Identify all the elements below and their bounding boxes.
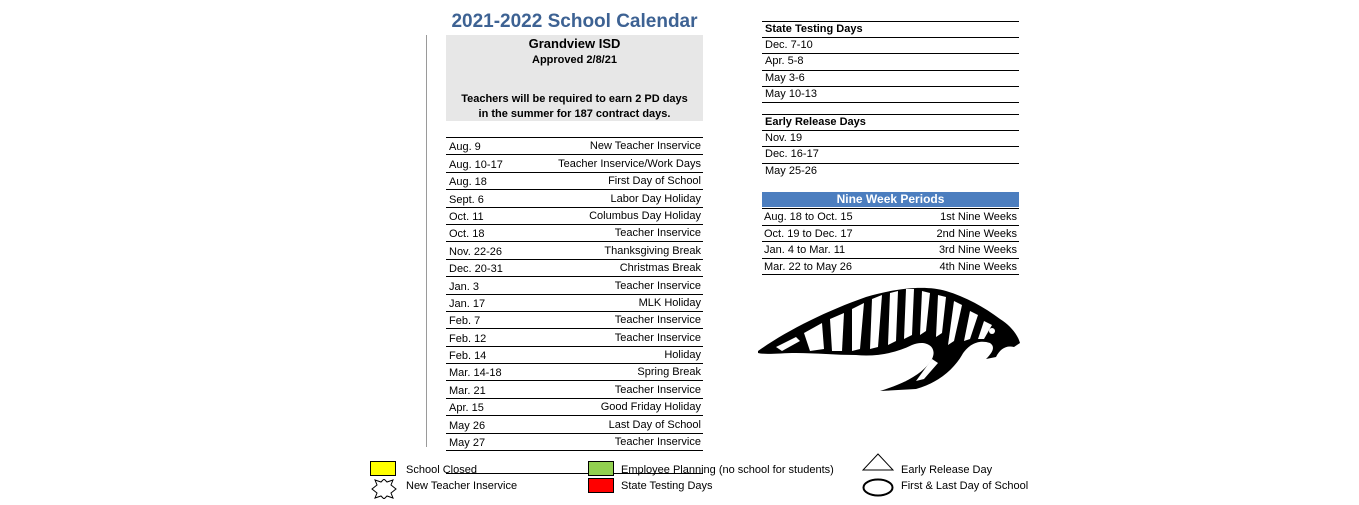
- state-testing-label: State Testing Days: [621, 480, 713, 492]
- nine-week-name: 2nd Nine Weeks: [936, 227, 1017, 240]
- calendar-event: Teacher Inservice/Work Days: [558, 157, 701, 170]
- calendar-event: Christmas Break: [619, 262, 701, 275]
- nine-week-table: [762, 208, 1019, 275]
- nine-week-row: [762, 226, 1019, 243]
- calendar-date: Apr. 15: [449, 402, 484, 415]
- nine-week-name: 1st Nine Weeks: [940, 211, 1017, 223]
- state-testing-item: Apr. 5-8: [762, 54, 1019, 70]
- calendar-date: Feb. 7: [449, 315, 481, 328]
- calendar-event: Teacher Inservice: [614, 227, 701, 240]
- early-release-item: Nov. 19: [762, 131, 1019, 147]
- calendar-row: [446, 242, 703, 259]
- calendar-row: [446, 225, 703, 242]
- divider-line: [426, 35, 427, 447]
- school-closed-label: School Closed: [406, 464, 477, 476]
- calendar-row: [446, 364, 703, 381]
- early-release-item: May 25-26: [765, 164, 817, 177]
- nine-week-name: 4th Nine Weeks: [939, 260, 1017, 273]
- calendar-date: May 26: [449, 419, 486, 432]
- calendar-event: Teacher Inservice: [614, 314, 701, 327]
- pd-note-line2: in the summer for 187 contract days.: [478, 108, 671, 120]
- triangle-icon: [862, 453, 894, 476]
- page-title: 2021-2022 School Calendar: [451, 11, 698, 32]
- calendar-event: Columbus Day Holiday: [589, 209, 701, 222]
- calendar-event: MLK Holiday: [638, 296, 701, 309]
- calendar-row: [446, 277, 703, 294]
- calendar-date: Aug. 10-17: [449, 158, 503, 171]
- calendar-row: [446, 155, 703, 172]
- calendar-row: [446, 295, 703, 312]
- calendar-date: Jan. 17: [449, 297, 486, 310]
- new-teacher-label: New Teacher Inservice: [406, 480, 518, 492]
- calendar-event: Holiday: [664, 349, 701, 362]
- calendar-date: Mar. 14-18: [449, 367, 502, 380]
- calendar-date: Aug. 9: [449, 141, 481, 154]
- early-release-legend-label: Early Release Day: [901, 464, 993, 476]
- calendar-row: [446, 329, 703, 346]
- district-name: Grandview ISD: [528, 36, 621, 51]
- calendar-row: [446, 208, 703, 225]
- star-icon: [369, 479, 399, 504]
- calendar-event: Teacher Inservice: [614, 331, 701, 344]
- state-testing-heading: State Testing Days: [762, 21, 1019, 38]
- calendar-row: [446, 399, 703, 416]
- calendar-event: First Day of School: [608, 175, 701, 188]
- calendar-event: Spring Break: [637, 366, 701, 379]
- employee-planning-label: Employee Planning (no school for students): [621, 464, 834, 476]
- calendar-row: [446, 381, 703, 398]
- calendar-table: [446, 137, 703, 474]
- oval-icon: [862, 478, 894, 502]
- calendar-date: Feb. 14: [449, 350, 487, 363]
- first-last-label: First & Last Day of School: [901, 480, 1029, 492]
- calendar-event: Labor Day Holiday: [610, 192, 701, 205]
- early-release-panel: [762, 114, 1019, 179]
- employee-planning-swatch: [588, 461, 614, 476]
- calendar-date: Oct. 18: [449, 228, 485, 241]
- nine-week-row: [762, 259, 1019, 276]
- calendar-date: May 27: [449, 437, 486, 450]
- calendar-row: [446, 260, 703, 277]
- nine-week-name: 3rd Nine Weeks: [938, 244, 1017, 257]
- zebra-head-logo-icon: [756, 283, 1022, 398]
- calendar-date: Sept. 6: [449, 193, 484, 206]
- calendar-date: Oct. 11: [449, 210, 484, 223]
- school-closed-swatch: [370, 461, 396, 476]
- nine-week-row: [762, 242, 1019, 259]
- calendar-date: Nov. 22-26: [449, 245, 502, 258]
- state-testing-panel: [762, 21, 1019, 103]
- early-release-heading: Early Release Days: [762, 114, 1019, 131]
- nine-week-row: [762, 209, 1019, 226]
- pd-note-line1: Teachers will be required to earn 2 PD days: [461, 93, 688, 105]
- calendar-event: Teacher Inservice: [614, 436, 701, 449]
- calendar-row: [446, 173, 703, 190]
- state-testing-item: Dec. 7-10: [762, 38, 1019, 54]
- calendar-row: [446, 312, 703, 329]
- nine-week-range: Jan. 4 to Mar. 11: [764, 244, 846, 257]
- calendar-row: [446, 434, 703, 451]
- header-box: [446, 35, 703, 121]
- calendar-event: Last Day of School: [608, 418, 701, 431]
- calendar-event: Good Friday Holiday: [600, 401, 701, 414]
- nine-week-heading: Nine Week Periods: [762, 192, 1019, 207]
- nine-week-range: Mar. 22 to May 26: [764, 260, 853, 273]
- early-release-item: Dec. 16-17: [762, 147, 1019, 163]
- state-testing-item: May 10-13: [762, 87, 1019, 103]
- state-testing-item: May 3-6: [762, 71, 1019, 87]
- state-testing-swatch: [588, 478, 614, 493]
- calendar-date: Dec. 20-31: [449, 263, 503, 276]
- calendar-date: Jan. 3: [449, 280, 479, 293]
- calendar-row: [446, 190, 703, 207]
- calendar-row: [446, 347, 703, 364]
- calendar-date: Aug. 18: [449, 176, 487, 189]
- calendar-row: [446, 138, 703, 155]
- calendar-event: New Teacher Inservice: [589, 140, 701, 153]
- calendar-date: Mar. 21: [449, 384, 486, 397]
- calendar-event: Teacher Inservice: [614, 383, 701, 396]
- calendar-event: Thanksgiving Break: [604, 244, 701, 257]
- nine-week-range: Oct. 19 to Dec. 17: [764, 227, 853, 240]
- calendar-event: Teacher Inservice: [614, 279, 701, 292]
- nine-week-range: Aug. 18 to Oct. 15: [764, 211, 853, 223]
- approved-date: Approved 2/8/21: [532, 54, 617, 66]
- calendar-row: [446, 416, 703, 433]
- calendar-date: Feb. 12: [449, 332, 487, 345]
